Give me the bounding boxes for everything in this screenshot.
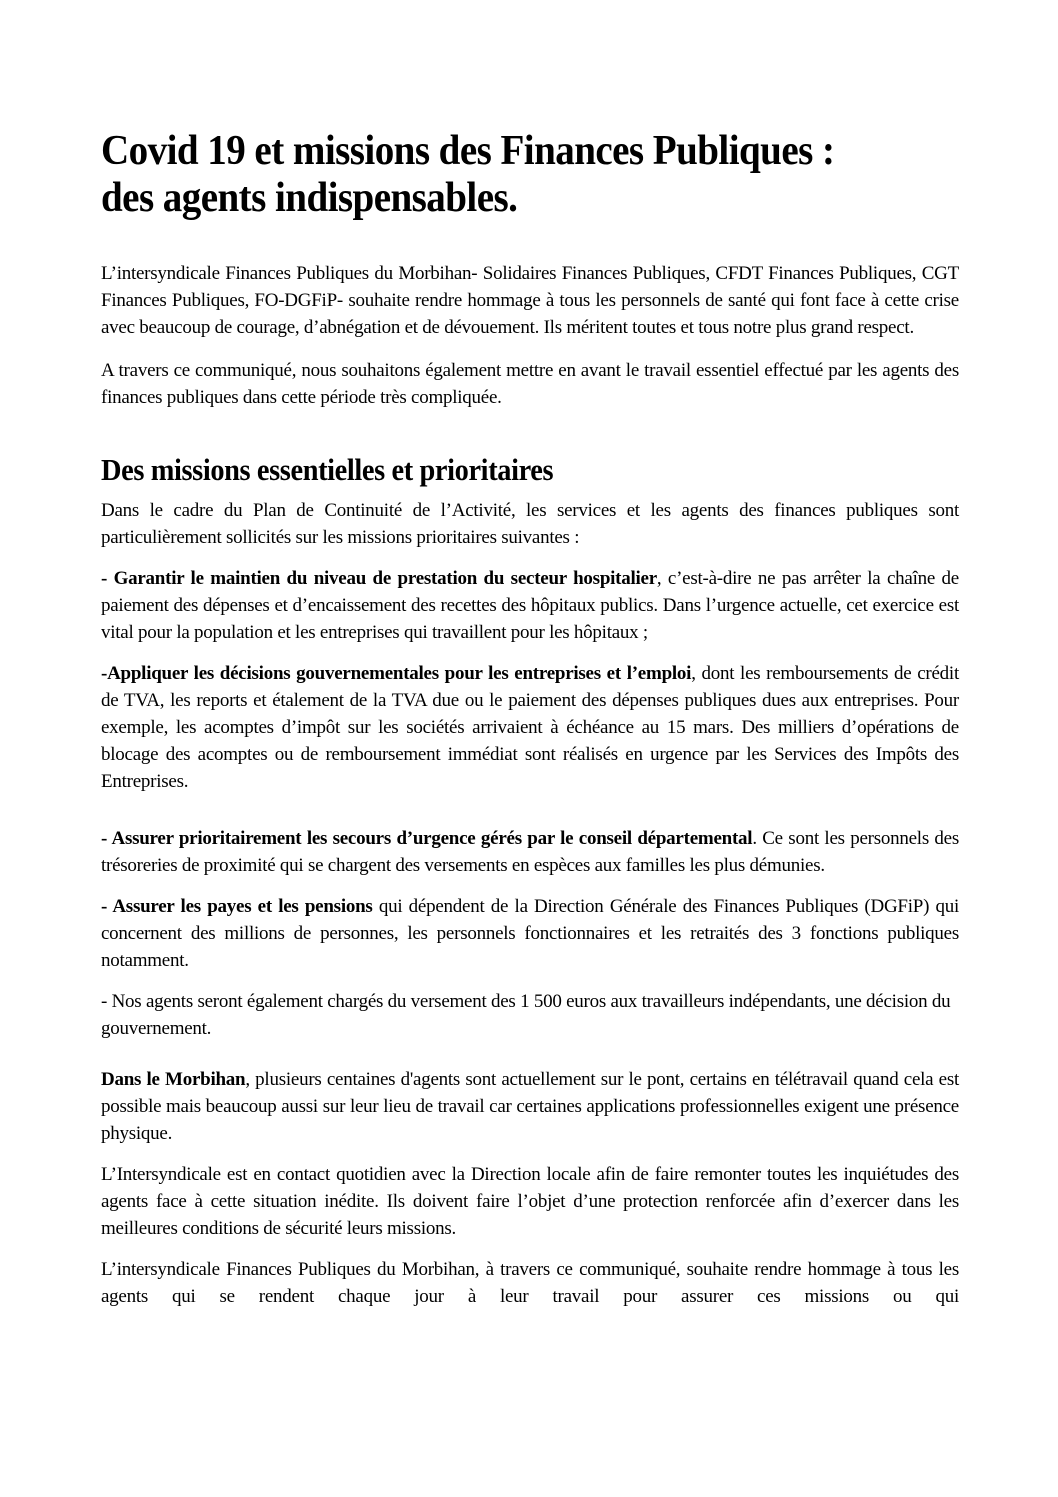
section-intro: Dans le cadre du Plan de Continuité de l’Activité, les services et les agents des finances publiques sont particulièrement sollicités sur les missions prioritaires suivantes : [101,500,959,548]
section-heading: Des missions essentielles et prioritaires [101,453,554,487]
mission-item-government-text: , dont les remboursements de crédit de TVA, les reports et étalement de la TVA due ou le paiement des dépenses publiques dues aux entreprises. Pour exemple, les acomptes d’impôt sur les sociétés arrivaient à échéance au 15 mars. Des milliers d’opérations de blocage des acomptes ou de remboursement immédiat sont réalisés en urgence par les Services des Impôts des Entreprises. [101,663,959,792]
mission-item-government [101,660,959,795]
mission-item-government-bold: -Appliquer les décisions gouvernementales pour les entreprises et l’emploi [101,663,692,684]
intro-paragraph-2: A travers ce communiqué, nous souhaitons également mettre en avant le travail essentiel effectué par les agents des finances publiques dans cette période très compliquée. [101,360,959,408]
title-line-2: des agents indispensables. [101,175,518,221]
mission-item-payroll [101,893,959,974]
mission-item-independents [101,988,959,1042]
mission-item-hospital-text: , c’est-à-dire ne pas arrêter la chaîne de paiement des dépenses et d’encaissement des recettes des hôpitaux publics. Dans l’urgence actuelle, cet exercice est vital pour la population et les entreprises qui travaillent pour les hôpitaux ; [101,568,959,643]
closing-paragraph: L’intersyndicale Finances Publiques du Morbihan, à travers ce communiqué, souhaite rendre hommage à tous les agents qui se rendent chaque jour à leur travail pour assurer ces missions ou qui [101,1259,959,1307]
mission-item-hospital [101,565,959,646]
mission-item-independents-text: - Nos agents seront également chargés du versement des 1 500 euros aux travailleurs indépendants, une décision du gouvernement. [101,991,951,1039]
contact-paragraph: L’Intersyndicale est en contact quotidien avec la Direction locale afin de faire remonter toutes les inquiétudes des agents face à cette situation inédite. Ils doivent faire l’objet d’une protection renforcée afin d’exercer dans les meilleures conditions de sécurité leurs missions. [101,1164,959,1239]
mission-item-emergency-text: . Ce sont les personnels des trésoreries de proximité qui se chargent des versements en espèces aux familles les plus démunies. [101,828,959,876]
intro-paragraph-1: L’intersyndicale Finances Publiques du Morbihan- Solidaires Finances Publiques, CFDT Finances Publiques, CGT Finances Publiques, FO-DGFiP- souhaite rendre hommage à tous les personnels de santé qui font face à cette crise avec beaucoup de courage, d’abnégation et de dévouement. Ils méritent toutes et tous notre plus grand respect. [101,263,959,338]
title-line-1: Covid 19 et missions des Finances Publiques : [101,128,835,174]
mission-item-payroll-text: qui dépendent de la Direction Générale des Finances Publiques (DGFiP) qui concernent des millions de personnes, les personnels fonctionnaires et les retraités des 3 fonctions publiques notamment. [101,896,959,971]
document-title [101,128,966,222]
mission-item-payroll-bold: - Assurer les payes et les pensions [101,896,373,917]
morbihan-text: , plusieurs centaines d'agents sont actuellement sur le pont, certains en télétravail quand cela est possible mais beaucoup aussi sur leur lieu de travail car certaines applications professionnelles exigent une présence physique. [101,1069,960,1144]
mission-item-emergency-bold: - Assurer prioritairement les secours d’urgence gérés par le conseil départemental [101,828,753,849]
morbihan-bold: Dans le Morbihan [101,1069,246,1090]
mission-item-emergency [101,825,959,879]
mission-item-hospital-bold: - Garantir le maintien du niveau de prestation du secteur hospitalier [101,568,657,589]
morbihan-paragraph [101,1066,959,1147]
document-page [101,128,959,1324]
